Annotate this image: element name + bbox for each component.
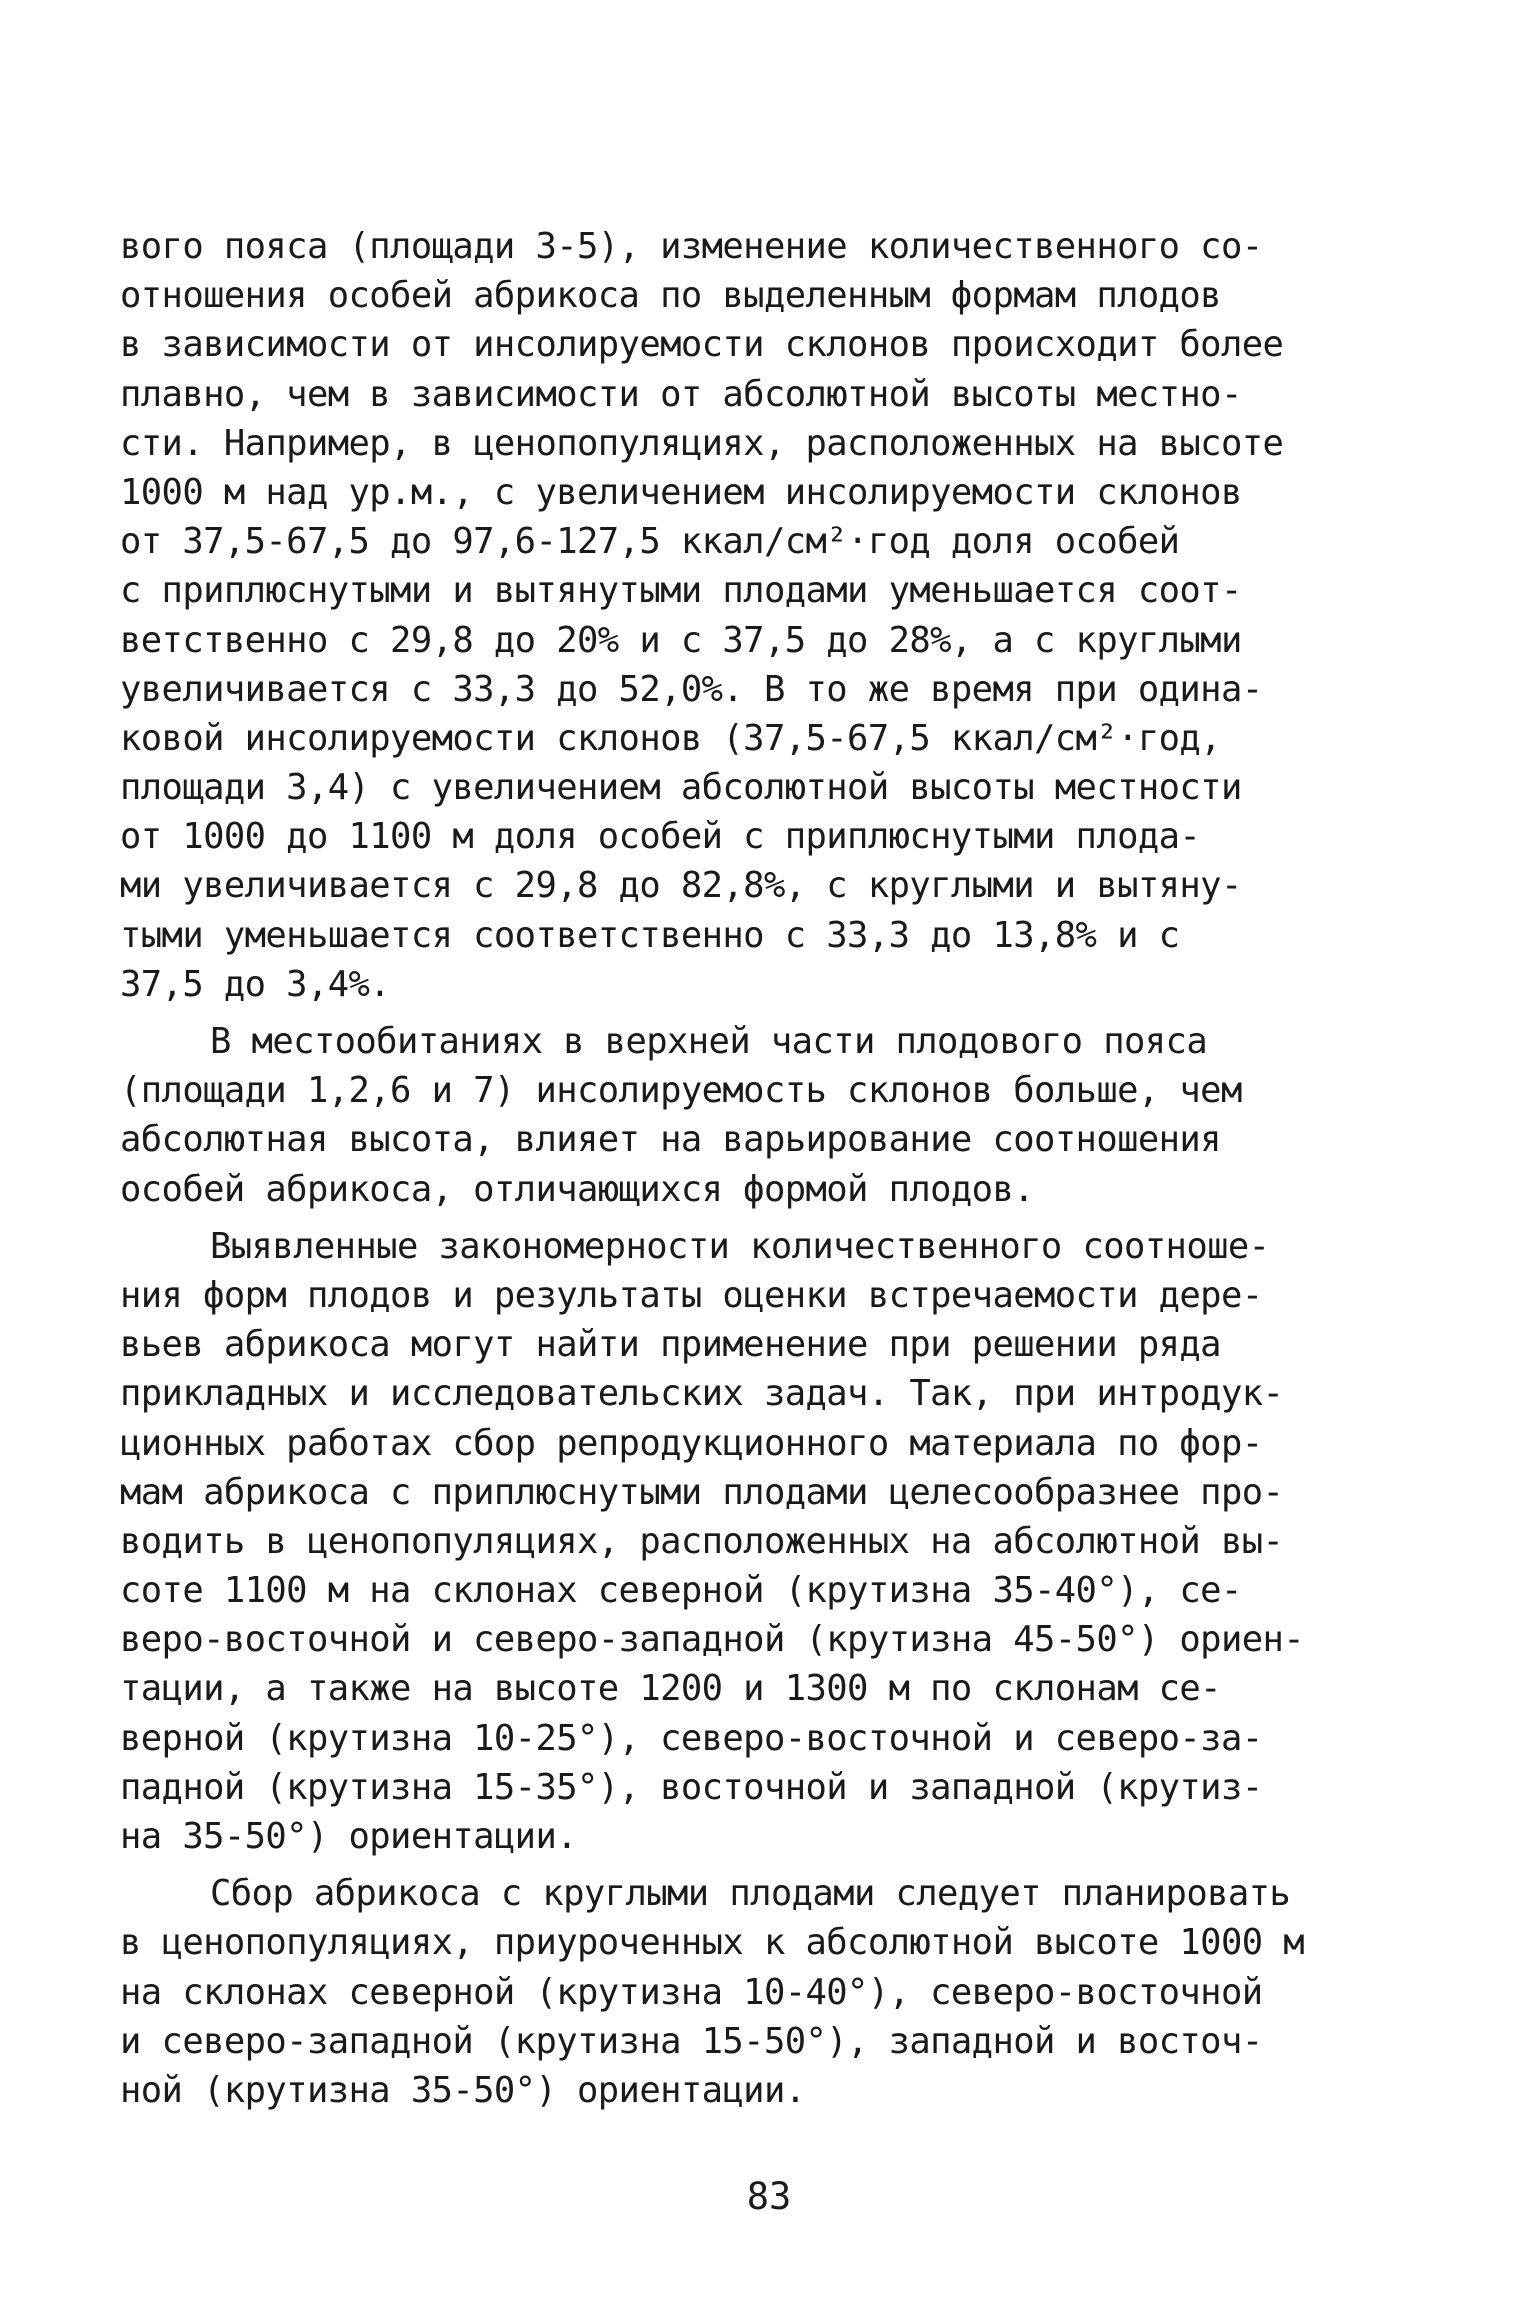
text-line: с приплюснутыми и вытянутыми плодами уменьшается соот-: [120, 570, 1242, 612]
text-line: (площади 1,2,6 и 7) инсолируемость склонов больше, чем: [120, 1070, 1242, 1112]
text-line: Выявленные закономерности количественного соотноше-: [210, 1225, 1270, 1267]
text-line: отношения особей абрикоса по выделенным формам плодов: [120, 275, 1221, 317]
text-line: веро-восточной и северо-западной (крутизна 45-50°) ориен-: [120, 1619, 1305, 1661]
text-line: ния форм плодов и результаты оценки встречаемости дере-: [120, 1274, 1263, 1316]
text-line: прикладных и исследовательских задач. Так, при интродук-: [120, 1373, 1284, 1415]
text-line: 37,5 до 3,4%.: [120, 963, 391, 1005]
text-line: ной (крутизна 35-50°) ориентации.: [120, 2069, 806, 2111]
paragraph-gap: [120, 1214, 1460, 1222]
text-line: ветственно с 29,8 до 20% и с 37,5 до 28%, а с круглыми: [120, 619, 1242, 661]
paragraph-gap: [120, 1861, 1460, 1869]
text-line: в ценопопуляциях, приуроченных к абсолютной высоте 1000 м: [120, 1922, 1305, 1964]
text-line: падной (крутизна 15-35°), восточной и западной (крутиз-: [120, 1766, 1263, 1808]
text-line: ковой инсолируемости склонов (37,5-67,5 ккал/см²·год,: [120, 717, 1221, 759]
paragraph-gap: [120, 1009, 1460, 1017]
text-line: водить в ценопопуляциях, расположенных на абсолютной вы-: [120, 1520, 1284, 1562]
text-line: 1000 м над ур.м., с увеличением инсолируемости склонов: [120, 471, 1242, 513]
text-line: на 35-50°) ориентации.: [120, 1816, 578, 1857]
paragraph-3: [120, 1222, 1460, 1861]
text-line: вого пояса (площади 3-5), изменение количественного со-: [120, 226, 1263, 267]
text-line: В местообитаниях в верхней части плодового пояса: [210, 1021, 1208, 1062]
text-line: и северо-западной (крутизна 15-50°), западной и восточ-: [120, 2020, 1263, 2062]
paragraph-4: [120, 1869, 1460, 2115]
text-line: сти. Например, в ценопопуляциях, расположенных на высоте: [120, 422, 1284, 464]
page-number: 83: [746, 2175, 792, 2218]
text-line: плавно, чем в зависимости от абсолютной высоты местно-: [120, 373, 1242, 415]
text-line: от 1000 до 1100 м доля особей с приплюснутыми плода-: [120, 816, 1201, 858]
text-line: в зависимости от инсолируемости склонов происходит более: [120, 324, 1284, 366]
text-line: ми увеличивается с 29,8 до 82,8%, с круглыми и вытяну-: [120, 865, 1242, 907]
paragraph-2: [120, 1017, 1460, 1214]
text-line: ционных работах сбор репродукционного материала по фор-: [120, 1422, 1263, 1464]
text-line: Сбор абрикоса с круглыми плодами следует планировать: [210, 1873, 1291, 1915]
text-line: соте 1100 м на склонах северной (крутизна 35-40°), се-: [120, 1570, 1242, 1612]
page-body: [120, 222, 1460, 2115]
text-line: тации, а также на высоте 1200 и 1300 м по склонам се-: [120, 1668, 1221, 1710]
text-line: увеличивается с 33,3 до 52,0%. В то же время при одина-: [120, 668, 1263, 710]
text-line: верной (крутизна 10-25°), северо-восточной и северо-за-: [120, 1717, 1263, 1759]
text-line: вьев абрикоса могут найти применение при решении ряда: [120, 1324, 1221, 1366]
text-line: особей абрикоса, отличающихся формой плодов.: [120, 1168, 1035, 1210]
paragraph-1: [120, 222, 1460, 1009]
text-line: абсолютная высота, влияет на варьирование соотношения: [120, 1119, 1221, 1161]
text-line: площади 3,4) с увеличением абсолютной высоты местности: [120, 767, 1242, 809]
text-line: мам абрикоса с приплюснутыми плодами целесообразнее про-: [120, 1471, 1284, 1513]
text-line: на склонах северной (крутизна 10-40°), северо-восточной: [120, 1971, 1263, 2013]
text-line: от 37,5-67,5 до 97,6-127,5 ккал/см²·год доля особей: [120, 521, 1180, 563]
text-line: тыми уменьшается соответственно с 33,3 до 13,8% и с: [120, 914, 1180, 956]
